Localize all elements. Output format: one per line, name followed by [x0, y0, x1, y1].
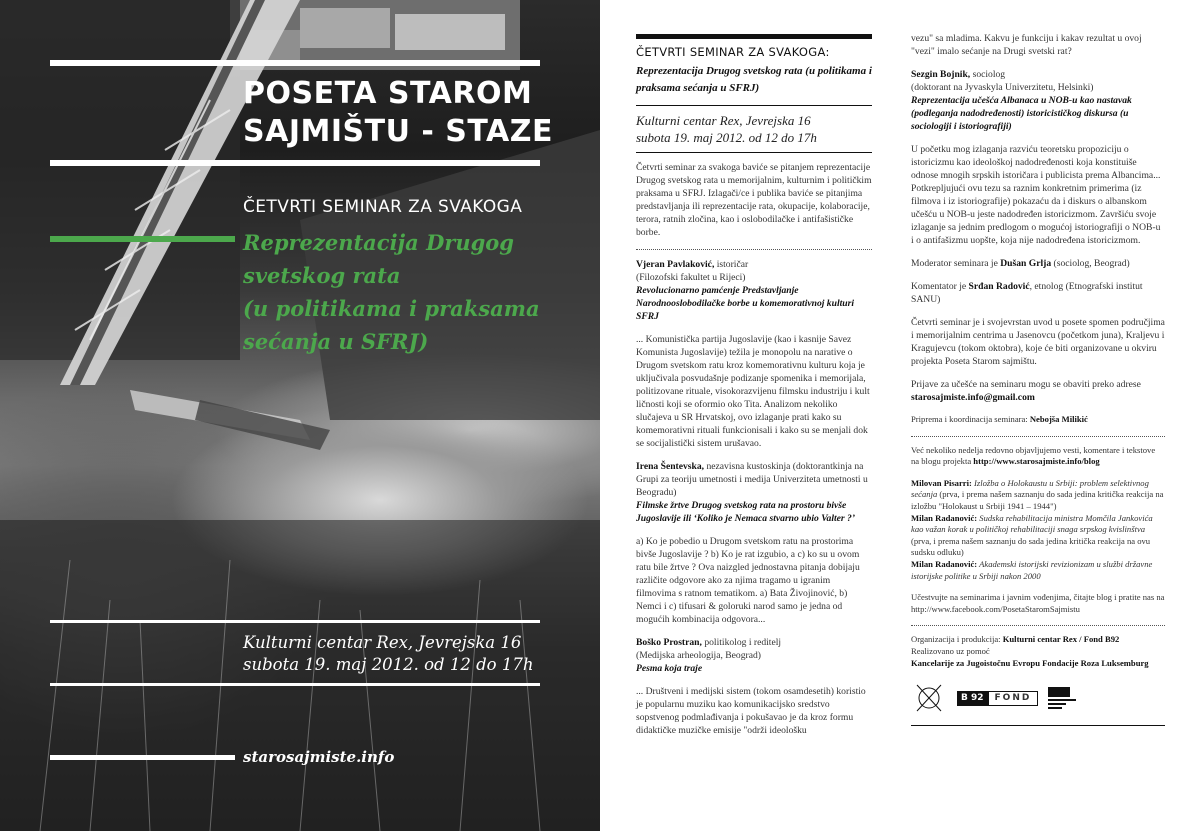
- venue-rule-top: [50, 620, 540, 623]
- blog-note: (prva, i prema našem saznanju do sada jedina kritička reakcija na ovu sudsku odluku): [911, 535, 1151, 558]
- subtitle-line: sećanja u SFRJ): [243, 329, 429, 354]
- moderator-prefix: Moderator seminara je: [911, 258, 1001, 269]
- commentator-suffix: , etnolog (Etnografski institut SANU): [911, 281, 1143, 305]
- column-rule: [636, 34, 872, 39]
- organization-prefix: Organizacija i produkcija:: [911, 634, 1003, 645]
- program-column-2: [911, 32, 1165, 726]
- speaker-affiliation: (Medijska arheologija, Beograd): [636, 650, 761, 661]
- speaker-block: [636, 258, 872, 450]
- divider: [636, 105, 872, 106]
- email-link[interactable]: starosajmiste.info@gmail.com: [911, 392, 1035, 403]
- talk-title: Revolucionarno pamćenje Predstavljanje Narodnooslobodilačke borbe u komemorativnoj kulturi SFRJ: [636, 285, 855, 322]
- speaker-role: istoričar: [714, 259, 749, 270]
- seminar-heading: ČETVRTI SEMINAR ZA SVAKOGA:: [636, 45, 830, 59]
- blog-title: Izložba o Holokaustu u Srbiji: problem selektivnog sećanja: [911, 477, 1149, 500]
- speaker-name: Sezgin Bojnik,: [911, 69, 971, 80]
- moderator-suffix: (sociolog, Beograd): [1051, 258, 1130, 269]
- b92-logo-text: B 92: [957, 691, 988, 706]
- dotted-divider: [911, 625, 1165, 626]
- sponsor-logos: [911, 681, 1165, 715]
- b92-logo: [957, 691, 1038, 705]
- program-panel: [600, 0, 1200, 831]
- blog-intro-text: Već nekoliko nedelja redovno objavljujemo vesti, komentare i tekstove na blogu projekta: [911, 444, 1156, 467]
- blog-note: (prva, i prema našem saznanju do sada jedina kritička reakcija na izložbu "Holokaust u Srbiji 1941 – 1944"): [911, 489, 1164, 511]
- blog-author: Milovan Pisarri:: [911, 477, 972, 488]
- speaker-block: [636, 460, 872, 626]
- blog-post-list: [911, 478, 1165, 582]
- talk-abstract: ... Komunistička partija Jugoslavije (kao i kasnije Savez Komunista Jugoslavije) težila je monopolu na narative o Drugom svetskom ratu kroz komemorativnu kulturu koja je uključivala posvudašnje podizanje spomenika i memorijala, politizovane rituale, visokorazvijenu filmsku industriju i kult ličnosti koji se oformio oko Tita. Analizom nekoliko slučajeva u SR Hrvatskoj, ovo izlaganje prati kako su komemorativni rituali funkcionisali i kako su se menjali dok se socijalistički sistem urušavao.: [636, 334, 870, 449]
- fond-logo-text: FOND: [988, 691, 1039, 706]
- credits: [911, 634, 1165, 669]
- bottom-rule: [911, 725, 1165, 726]
- blog-author: Milan Radanović:: [911, 512, 978, 523]
- blog-title: Sudska rehabilitacija ministra Momčila Jankovića kao važan korak u političkoj rehabilitaciji snaga srpskog kvislinštva: [911, 512, 1153, 535]
- commentator-name: Srđan Radović: [968, 281, 1030, 292]
- subtitle-line: Reprezentacija Drugog: [243, 230, 514, 255]
- talk-abstract: U početku mog izlaganja razviću teoretsku propoziciju o istoricizmu kao ideološkoj nadodređenosti koja konstituiše odnose mnogih srpskih istoričara i publicista prema Albancima... Potkrepljujući ovu tezu sa raznim konkretnim primerima (iz filmova i iz istoriografije) pokazaću da i diskurs o albanskom učešću u NOB-u jeste nadodređen istoricizmom. Završiću svoje izlaganje sa jednim predlogom o mogućoj istoriografiji o NOB-u i o antifašizmu uopšte, koja nije nadodređena istoricizmom.: [911, 144, 1161, 246]
- blog-link[interactable]: http://www.starosajmiste.info/blog: [973, 456, 1100, 467]
- blog-post[interactable]: [911, 513, 1165, 559]
- talk-abstract: ... Društveni i medijski sistem (tokom osamdesetih) koristio je popularnu muziku kao komunikacijsko sredstvo sopstvenog podmlađivanja i pokušavao je da kroz formu didaktičke muzičke emisije "održi ideološku: [636, 686, 866, 736]
- website-rule: [50, 755, 235, 760]
- coordinator-name: Nebojša Milikić: [1029, 414, 1088, 424]
- poster-title-line-2: SAJMIŠTU - STAZE: [243, 114, 553, 149]
- speaker-name: Irena Šentevska,: [636, 461, 705, 472]
- venue-line: Kulturni centar Rex, Jevrejska 16: [636, 113, 811, 128]
- speaker-name: Boško Prostran,: [636, 637, 702, 648]
- venue-info: [636, 112, 872, 146]
- facebook-line: Učestvujte na seminarima i javnim vođenjima, čitajte blog i pratite nas na http://www.facebook.com/PosetaStaromSajmistu: [911, 592, 1165, 614]
- coordination-line: [911, 414, 1165, 426]
- commentator-line: [911, 280, 1165, 306]
- talk-title: Pesma koja traje: [636, 663, 703, 674]
- program-column-1: [636, 34, 872, 747]
- moderator-line: [911, 257, 1165, 270]
- speaker-role: nezavisna kustoskinja (doktorantkinja na Grupi za teoriju umetnosti i medija Univerziteta umetnosti u Beogradu): [636, 461, 868, 498]
- blog-post[interactable]: [911, 559, 1165, 582]
- dotted-divider: [636, 249, 872, 250]
- talk-title: Filmske žrtve Drugog svetskog rata na prostoru bivše Jugoslavije ili ‘Koliko je Nemaca stvarno ubio Valter ?’: [636, 500, 856, 524]
- speaker-block: [911, 68, 1165, 247]
- subtitle-line: (u politikama i praksama: [243, 296, 540, 321]
- accent-rule: [50, 236, 235, 242]
- dotted-divider: [911, 436, 1165, 437]
- blog-post[interactable]: [911, 478, 1165, 513]
- talk-abstract: a) Ko je pobedio u Drugom svetskom ratu na prostorima bivše Jugoslavije ? b) Ko je rat izgubio, a c) ko su u ovom ratu bile žrtve ? Ova naizgled jednostavna pitanja dobijaju različite odgovore ako za njima tragamo u igranim filmovima s ratnom tematikom. a) Bata Živojinović, b) Nemci i c) tifusari & goloruki narod samo je jedna od mogućih kombinacija odgovora...: [636, 536, 860, 625]
- poster-title: [243, 75, 573, 151]
- blog-title: Akademski istorijski revizionizam u službi državne istorijske politike u Srbiji nakon 2000: [911, 558, 1153, 581]
- website-link[interactable]: starosajmiste.info: [243, 748, 395, 766]
- top-rule: [50, 60, 540, 66]
- venue-rule-bottom: [50, 683, 540, 686]
- subtitle-line: svetskog rata: [243, 263, 401, 288]
- date-line: subota 19. maj 2012. od 12 do 17h: [636, 130, 817, 145]
- coordination-prefix: Priprema i koordinacija seminara:: [911, 414, 1030, 424]
- support-name: Kancelarije za Jugoistočnu Evropu Fondacije Roza Luksemburg: [911, 657, 1149, 668]
- seminar-subtitle: [243, 226, 583, 358]
- organization-name: Kulturni centar Rex / Fond B92: [1002, 634, 1120, 645]
- speaker-role: politikolog i reditelj: [701, 637, 782, 648]
- speaker-role: sociolog: [970, 69, 1006, 80]
- venue-line: Kulturni centar Rex, Jevrejska 16: [243, 633, 522, 652]
- speaker-block: [636, 636, 872, 737]
- talk-title: Reprezentacija učešća Albanaca u NOB-u kao nastavak (podleganja nadodređenosti) istoricističkog diskursa (u sociologiji i istoriografiji): [911, 95, 1132, 132]
- registration-text: Prijave za učešće na seminaru mogu se obaviti preko adrese: [911, 379, 1141, 390]
- seminar-heading: ČETVRTI SEMINAR ZA SVAKOGA: [243, 197, 523, 217]
- intro-paragraph: Četvrti seminar za svakoga baviće se pitanjem reprezentacije Drugog svetskog rata u memorijalnim, kulturnim i političkim praksama u SFRJ. Izlagači/ce i publika baviće se pitanjima predstavljanja ili reprezentacije rata, okupacije, kolaboracije, terora, ratnih zločina, kao i oslobodilačke i antifašističke borbe.: [636, 162, 872, 238]
- speaker-affiliation: (doktorant na Jyvaskyla Univerzitetu, Helsinki): [911, 82, 1094, 93]
- registration-line: [911, 378, 1165, 404]
- about-paragraph: Četvrti seminar je i svojevrstan uvod u posete spomen područjima i memorijalnim centrima u Jasenovcu (početkom juna), Kraljevu i Kragujevcu (tokom oktobra), koje će biti organizovane u okviru projekta Poseta Starom sajmištu.: [911, 317, 1165, 367]
- support-prefix: Realizovano uz pomoć: [911, 645, 990, 656]
- speaker-affiliation: (Filozofski fakultet u Rijeci): [636, 272, 746, 283]
- speaker-name: Vjeran Pavlaković,: [636, 259, 715, 270]
- blog-intro: [911, 445, 1165, 468]
- divider: [636, 152, 872, 153]
- rosa-luxemburg-logo-icon: [1048, 687, 1076, 709]
- commentator-prefix: Komentator je: [911, 281, 969, 292]
- title-rule: [50, 160, 540, 166]
- date-line: subota 19. maj 2012. od 12 do 17h: [243, 655, 534, 674]
- rex-logo-icon: [911, 681, 947, 715]
- poster-title-line-1: POSETA STAROM: [243, 76, 533, 111]
- moderator-name: Dušan Grlja: [1000, 258, 1052, 269]
- blog-author: Milan Radanović:: [911, 558, 978, 569]
- abstract-continuation: vezu" sa mladima. Kakvu je funkciju i kakav rezultat u ovoj "vezi" imalo sećanje na Drugi svetski rat?: [911, 33, 1142, 57]
- seminar-subtitle: Reprezentacija Drugog svetskog rata (u politikama i praksama sećanja u SFRJ): [636, 65, 872, 94]
- venue-info: [243, 632, 563, 676]
